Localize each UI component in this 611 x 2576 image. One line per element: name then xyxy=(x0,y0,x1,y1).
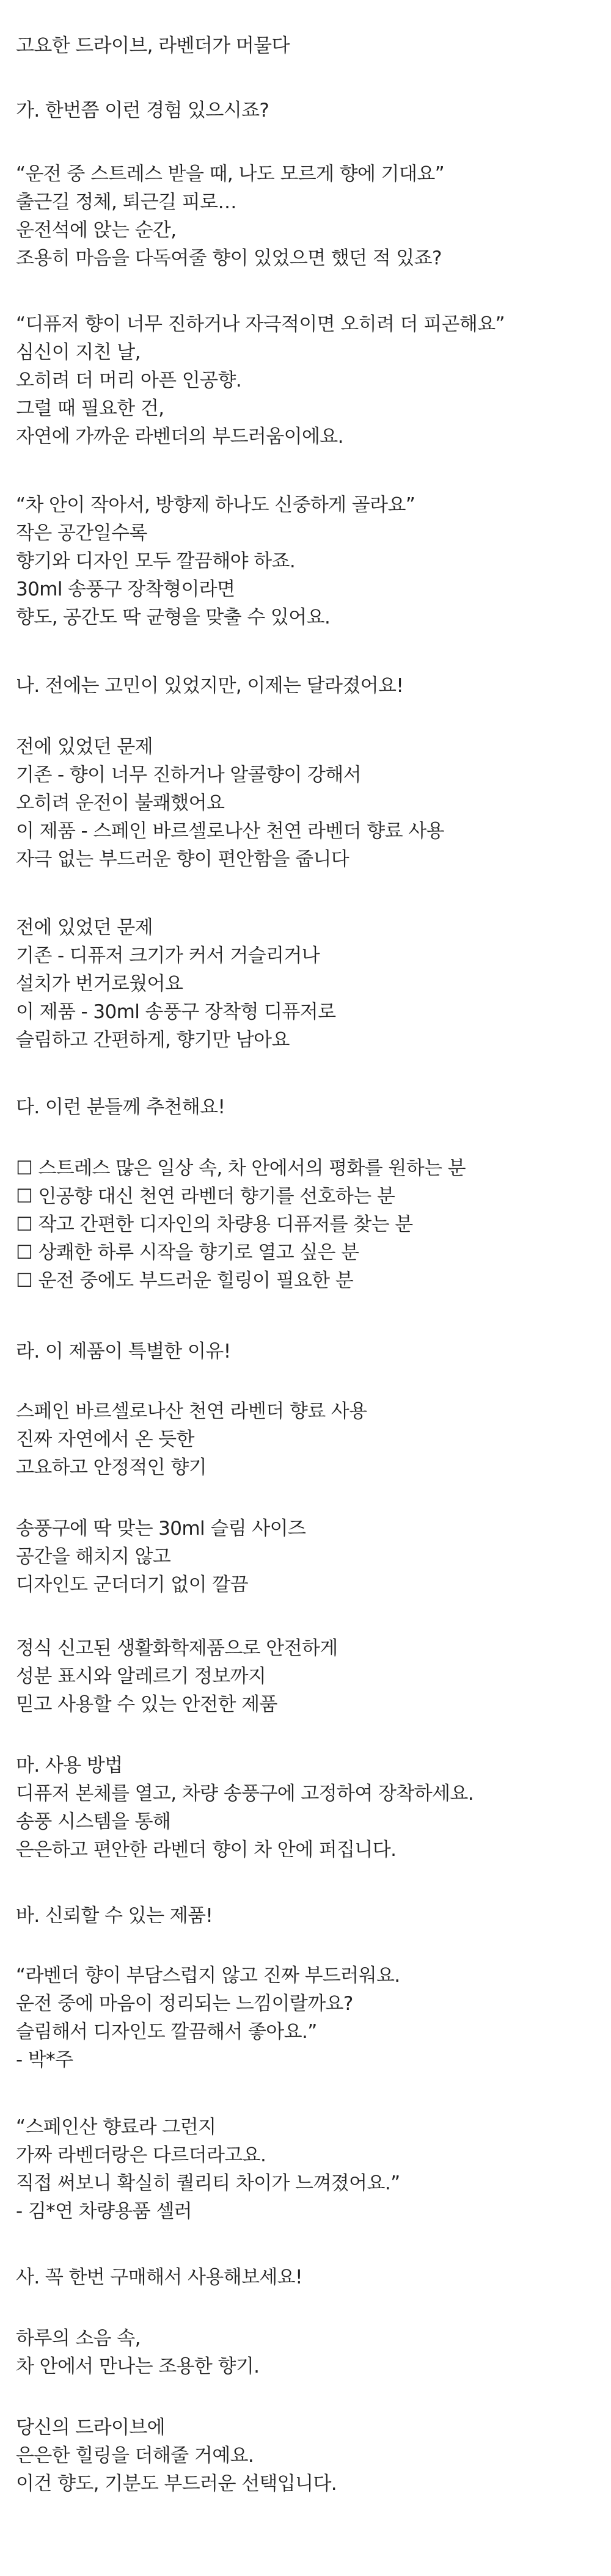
section-g-block-1 xyxy=(16,2324,602,2381)
text-line: 전에 있었던 문제 xyxy=(16,736,153,758)
review-line: 운전 중에 마음이 정리되는 느낌이랄까요? xyxy=(16,1993,353,2015)
text-line: “운전 중 스트레스 받을 때, 나도 모르게 향에 기대요” xyxy=(16,163,445,185)
text-line: 운전석에 앉는 순간, xyxy=(16,219,177,241)
text-line: 기존 - 향이 너무 진하거나 알콜향이 강해서 xyxy=(16,764,361,786)
text-line: 공간을 해치지 않고 xyxy=(16,1546,171,1568)
section-b-block-2 xyxy=(16,914,602,1054)
text-line: 은은하고 편안한 라벤더 향이 차 안에 퍼집니다. xyxy=(16,1839,397,1861)
text-line: “차 안이 작아서, 방향제 하나도 신중하게 골라요” xyxy=(16,494,415,516)
review-2 xyxy=(16,2113,602,2225)
section-a-block-1 xyxy=(16,160,602,272)
checklist-item: ☐ 인공향 대신 천연 라벤더 향기를 선호하는 분 xyxy=(16,1185,395,1207)
review-line: 가짜 라벤더랑은 다르더라고요. xyxy=(16,2144,266,2166)
text-line: 심신이 지친 날, xyxy=(16,341,141,363)
text-line: 성분 표시와 알레르기 정보까지 xyxy=(16,1665,266,1687)
text-line: 진짜 자연에서 온 듯한 xyxy=(16,1428,194,1450)
text-line: 그럴 때 필요한 건, xyxy=(16,398,164,420)
section-d-block-3 xyxy=(16,1634,602,1719)
text-line: 30ml 송풍구 장착형이라면 xyxy=(16,578,235,600)
checklist-item: ☐ 상쾌한 하루 시작을 향기로 열고 싶은 분 xyxy=(16,1242,359,1264)
heading-line: 가. 한번쯤 이런 경험 있으시죠? xyxy=(16,100,269,122)
checklist-item: ☐ 작고 간편한 디자인의 차량용 디퓨저를 찾는 분 xyxy=(16,1213,413,1235)
text-line: 은은한 힐링을 더해줄 거예요. xyxy=(16,2445,254,2467)
text-line: 조용히 마음을 다독여줄 향이 있었으면 했던 적 있죠? xyxy=(16,247,442,269)
text-line: 송풍구에 딱 맞는 30ml 슬림 사이즈 xyxy=(16,1518,306,1540)
review-line: 슬림해서 디자인도 깔끔해서 좋아요.” xyxy=(16,2021,317,2043)
review-author: - 박*주 xyxy=(16,2049,73,2071)
text-line: 향도, 공간도 딱 균형을 맞출 수 있어요. xyxy=(16,606,331,628)
text-line: 작은 공간일수록 xyxy=(16,522,147,544)
heading-line: 나. 전에는 고민이 있었지만, 이제는 달라졌어요! xyxy=(16,675,404,697)
text-line: 정식 신고된 생활화학제품으로 안전하게 xyxy=(16,1637,338,1659)
section-b-block-1 xyxy=(16,733,602,873)
section-e xyxy=(16,1752,602,1864)
text-line: 스페인 바르셀로나산 천연 라벤더 향료 사용 xyxy=(16,1400,367,1422)
review-line: “라벤더 향이 부담스럽지 않고 진짜 부드러워요. xyxy=(16,1965,400,1987)
text-line: 설치가 번거로웠어요 xyxy=(16,973,183,995)
text-line: 전에 있었던 문제 xyxy=(16,917,153,939)
text-line: 이 제품 - 30ml 송풍구 장착형 디퓨저로 xyxy=(16,1001,336,1023)
section-g-block-2 xyxy=(16,2414,602,2498)
section-a-block-3 xyxy=(16,491,602,631)
text-line: 자연에 가까운 라벤더의 부드러움이에요. xyxy=(16,426,343,448)
checklist-item: ☐ 스트레스 많은 일상 속, 차 안에서의 평화를 원하는 분 xyxy=(16,1157,466,1179)
review-author: - 김*연 차량용품 셀러 xyxy=(16,2200,192,2222)
section-d-heading xyxy=(16,1337,602,1366)
recommend-list xyxy=(16,1154,602,1295)
heading-line: 사. 꼭 한번 구매해서 사용해보세요! xyxy=(16,2266,302,2288)
text-line: 디퓨저 본체를 열고, 차량 송풍구에 고정하여 장착하세요. xyxy=(16,1783,474,1805)
text-line: 이건 향도, 기분도 부드러운 선택입니다. xyxy=(16,2473,337,2495)
text-line: 오히려 더 머리 아픈 인공향. xyxy=(16,369,242,391)
text-line: 송풍 시스템을 통해 xyxy=(16,1811,171,1833)
text-line: 하루의 소음 속, xyxy=(16,2327,141,2349)
text-line: 차 안에서 만나는 조용한 향기. xyxy=(16,2356,260,2378)
section-f-heading xyxy=(16,1902,602,1930)
text-line: “디퓨저 향이 너무 진하거나 자극적이면 오히려 더 피곤해요” xyxy=(16,313,505,335)
section-a-heading xyxy=(16,96,602,125)
text-line: 오히려 운전이 불쾌했어요 xyxy=(16,792,225,814)
text-line: 출근길 정체, 퇴근길 피로… xyxy=(16,191,236,213)
text-line: 기존 - 디퓨저 크기가 커서 거슬리거나 xyxy=(16,945,320,967)
doc-title xyxy=(16,32,602,60)
review-line: “스페인산 향료라 그런지 xyxy=(16,2116,216,2138)
review-line: 직접 써보니 확실히 퀄리티 차이가 느껴졌어요.” xyxy=(16,2172,400,2194)
section-d-block-2 xyxy=(16,1515,602,1599)
section-g-heading xyxy=(16,2263,602,2291)
text-line: 향기와 디자인 모두 깔끔해야 하죠. xyxy=(16,550,296,572)
section-d-block-1 xyxy=(16,1397,602,1482)
heading-line: 다. 이런 분들께 추천해요! xyxy=(16,1096,225,1118)
section-c-heading xyxy=(16,1093,602,1121)
heading-line: 마. 사용 방법 xyxy=(16,1755,123,1777)
text-line: 믿고 사용할 수 있는 안전한 제품 xyxy=(16,1694,277,1716)
text-line: 슬림하고 간편하게, 향기만 남아요 xyxy=(16,1029,290,1051)
text-line: 당신의 드라이브에 xyxy=(16,2417,166,2439)
text-line: 고요하고 안정적인 향기 xyxy=(16,1457,207,1479)
section-a-block-2 xyxy=(16,310,602,451)
review-1 xyxy=(16,1962,602,2074)
title-line: 고요한 드라이브, 라벤더가 머물다 xyxy=(16,35,290,57)
section-b-heading xyxy=(16,672,602,700)
text-line: 이 제품 - 스페인 바르셀로나산 천연 라벤더 향료 사용 xyxy=(16,820,444,842)
text-line: 디자인도 군더더기 없이 깔끔 xyxy=(16,1574,248,1596)
checklist-item: ☐ 운전 중에도 부드러운 힐링이 필요한 분 xyxy=(16,1270,354,1292)
heading-line: 바. 신뢰할 수 있는 제품! xyxy=(16,1905,213,1927)
heading-line: 라. 이 제품이 특별한 이유! xyxy=(16,1341,231,1363)
text-line: 자극 없는 부드러운 향이 편안함을 줍니다 xyxy=(16,848,349,870)
